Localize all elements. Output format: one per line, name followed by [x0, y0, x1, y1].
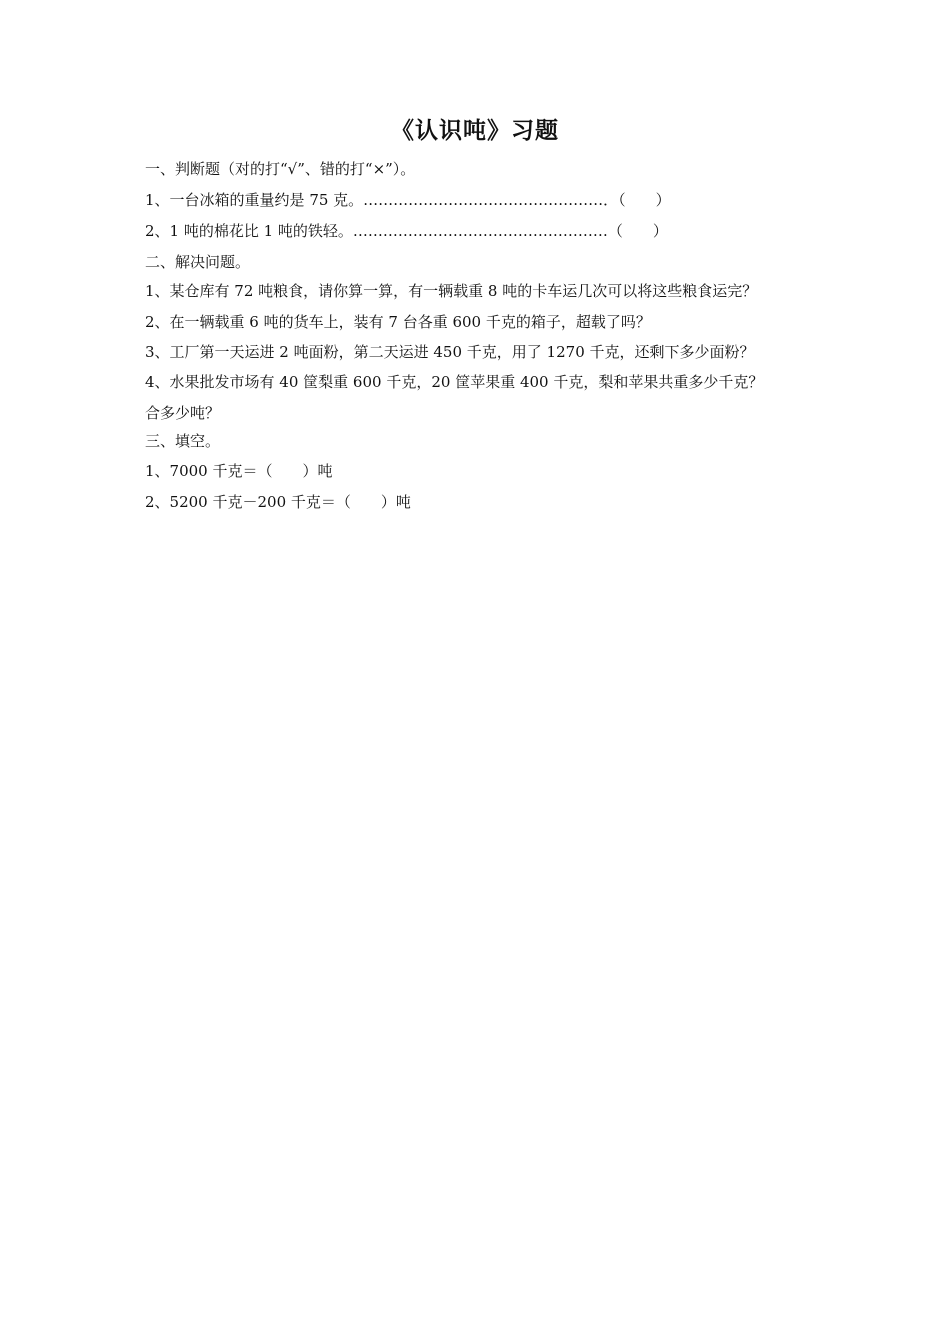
- problem-4-line-1: 4、水果批发市场有 40 筐梨重 600 千克，20 筐苹果重 400 千克，梨和苹果共重多少千克？: [145, 373, 764, 391]
- section-heading-problems: 二、解决问题。: [145, 253, 251, 271]
- section-heading-fill-in: 三、填空。: [145, 432, 221, 450]
- judgment-question-1: 1、一台冰箱的重量约是 75 克。…………………………………………．（ ）: [145, 191, 671, 209]
- problem-4-line-2: 合多少吨？: [145, 404, 221, 422]
- page-title: 《认识吨》习题: [391, 117, 559, 144]
- problem-2: 2、在一辆载重 6 吨的货车上，装有 7 台各重 600 千克的箱子，超载了吗？: [145, 313, 651, 331]
- judgment-question-2: 2、1 吨的棉花比 1 吨的铁轻。……………………………………………（ ）: [145, 222, 668, 240]
- problem-3: 3、工厂第一天运进 2 吨面粉，第二天运进 450 千克，用了 1270 千克，还剩下多少面粉？: [145, 343, 755, 361]
- section-heading-judgment: 一、判断题（对的打“√”、错的打“×”）。: [145, 160, 416, 178]
- fill-in-question-1: 1、7000 千克＝（ ）吨: [145, 462, 333, 480]
- fill-in-question-2: 2、5200 千克－200 千克＝（ ）吨: [145, 493, 411, 511]
- problem-1: 1、某仓库有 72 吨粮食，请你算一算，有一辆载重 8 吨的卡车运几次可以将这些粮食运完？: [145, 282, 758, 300]
